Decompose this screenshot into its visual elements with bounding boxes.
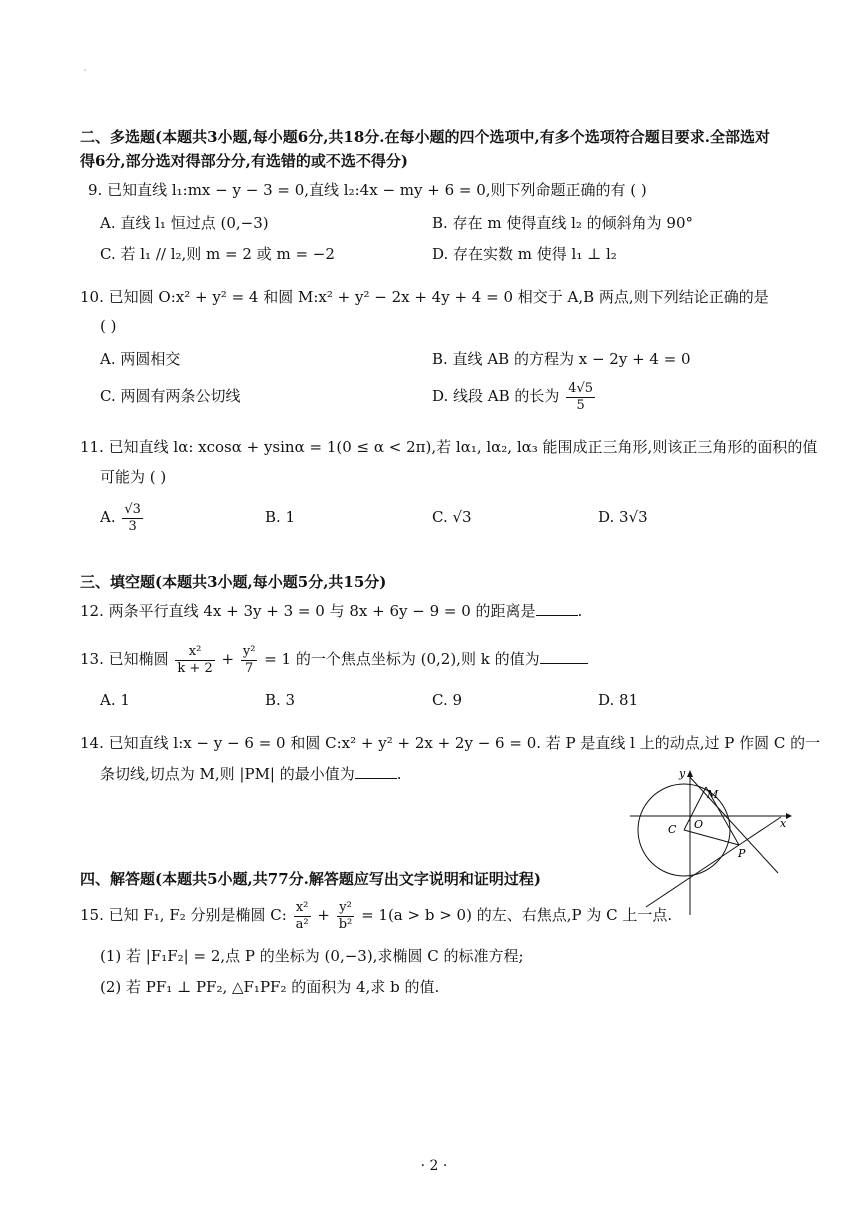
section2-header-cont: 得6分,部分选对得部分分,有选错的或不选不得分) — [80, 152, 408, 170]
q9-option-c: C. 若 l₁ // l₂,则 m = 2 或 m = −2 — [100, 245, 335, 263]
q13-fraction-y — [241, 644, 258, 677]
segment-cp — [684, 830, 739, 845]
q15-fraction-x — [294, 900, 311, 933]
q11-option-a-fraction — [122, 502, 143, 535]
label-c: C — [668, 823, 677, 836]
q15-stem — [80, 896, 672, 934]
fraction-numerator: 4√5 — [568, 380, 594, 396]
section2-header: 二、多选题(本题共3小题,每小题6分,共18分.在每小题的四个选项中,有多个选项符合题目要求.全部选对 — [80, 128, 770, 146]
q11-option-d: D. 3√3 — [598, 508, 648, 526]
page-number: · 2 · — [420, 1158, 448, 1174]
label-m: M — [707, 788, 719, 801]
fraction-denominator: 7 — [245, 660, 254, 676]
q15-part1: (1) 若 |F₁F₂| = 2,点 P 的坐标为 (0,−3),求椭圆 C 的标准方程; — [100, 947, 524, 965]
q12-stem — [80, 601, 582, 621]
q11-option-a-prefix: A. — [100, 508, 116, 526]
q14-figure — [626, 765, 796, 915]
q15-suffix: = 1(a > b > 0) 的左、右焦点,P 为 C 上一点. — [361, 906, 673, 924]
q10-option-d — [432, 378, 597, 414]
q13-option-d: D. 81 — [598, 691, 639, 709]
fraction-numerator: √3 — [124, 501, 141, 517]
label-y: y — [679, 767, 686, 780]
q13-suffix: = 1 的一个焦点坐标为 (0,2),则 k 的值为 — [264, 650, 540, 668]
corner-mark: ' — [84, 68, 87, 77]
section4-header: 四、解答题(本题共5小题,共77分.解答题应写出文字说明和证明过程) — [80, 870, 541, 888]
q13-fraction-x — [175, 644, 214, 677]
q9-option-a: A. 直线 l₁ 恒过点 (0,−3) — [100, 214, 269, 232]
q10-option-b: B. 直线 AB 的方程为 x − 2y + 4 = 0 — [432, 350, 691, 368]
q9-stem: 9. 已知直线 l₁:mx − y − 3 = 0,直线 l₂:4x − my + 6 = 0,则下列命题正确的有 ( ) — [88, 181, 647, 199]
label-o: O — [694, 818, 704, 831]
q10-option-c: C. 两圆有两条公切线 — [100, 387, 241, 405]
answer-blank — [540, 649, 588, 664]
q14-stem: 14. 已知直线 l:x − y − 6 = 0 和圆 C:x² + y² + 2x + 2y − 6 = 0. 若 P 是直线 l 上的动点,过 P 作圆 C 的一 — [80, 734, 821, 752]
q12-end: . — [577, 602, 583, 620]
fraction-denominator: a² — [295, 916, 309, 932]
q15-part2: (2) 若 PF₁ ⊥ PF₂, △F₁PF₂ 的面积为 4,求 b 的值. — [100, 978, 440, 996]
q13-option-c: C. 9 — [432, 691, 463, 709]
label-p: P — [738, 847, 746, 860]
q13-prefix: 13. 已知椭圆 — [80, 650, 169, 668]
x-axis-arrow — [786, 813, 792, 819]
q15-prefix: 15. 已知 F₁, F₂ 分别是椭圆 C: — [80, 906, 287, 924]
fraction-denominator: k + 2 — [177, 660, 213, 676]
fraction-numerator: x² — [175, 644, 214, 661]
tangent-line-ext — [739, 817, 781, 845]
q10-option-d-prefix: D. 线段 AB 的长为 — [432, 387, 560, 405]
q13-option-b: B. 3 — [265, 691, 296, 709]
q15-fraction-y — [337, 900, 355, 933]
section3-header: 三、填空题(本题共3小题,每小题5分,共15分) — [80, 573, 387, 591]
fraction-numerator: x² — [294, 900, 311, 917]
q10-stem-cont: ( ) — [100, 317, 117, 335]
q13-stem — [80, 640, 588, 678]
q11-stem-cont: 可能为 ( ) — [100, 468, 167, 486]
q9-option-d: D. 存在实数 m 使得 l₁ ⊥ l₂ — [432, 245, 617, 263]
q13-plus: + — [221, 650, 235, 668]
q11-option-c: C. √3 — [432, 508, 472, 526]
q12-text: 12. 两条平行直线 4x + 3y + 3 = 0 与 8x + 6y − 9 = 0 的距离是 — [80, 602, 536, 620]
q11-stem: 11. 已知直线 lα: xcosα + ysinα = 1(0 ≤ α < 2π),若 lα₁, lα₂, lα₃ 能围成正三角形,则该正三角形的面积的值 — [80, 438, 818, 456]
q11-option-a — [100, 499, 145, 535]
q14-stem-cont — [100, 764, 402, 784]
fraction-numerator: y² — [337, 900, 355, 917]
q14-text: 条切线,切点为 M,则 |PM| 的最小值为 — [100, 765, 355, 783]
fraction-denominator: 3 — [128, 518, 137, 534]
q11-option-b: B. 1 — [265, 508, 296, 526]
q14-end: . — [396, 765, 402, 783]
q15-plus: + — [317, 906, 330, 924]
fraction-numerator: y² — [242, 643, 256, 659]
fraction-denominator: 5 — [576, 397, 585, 413]
fraction-denominator: b² — [338, 916, 353, 932]
y-axis-arrow — [687, 770, 693, 777]
answer-blank — [536, 601, 578, 616]
q10-option-a: A. 两圆相交 — [100, 350, 181, 368]
q10-stem: 10. 已知圆 O:x² + y² = 4 和圆 M:x² + y² − 2x + 4y + 4 = 0 相交于 A,B 两点,则下列结论正确的是 — [80, 288, 769, 306]
q13-option-a: A. 1 — [100, 691, 130, 709]
answer-blank — [355, 764, 397, 779]
label-x: x — [780, 817, 787, 830]
q9-option-b: B. 存在 m 使得直线 l₂ 的倾斜角为 90° — [432, 214, 694, 232]
q10-option-d-fraction — [566, 381, 595, 414]
